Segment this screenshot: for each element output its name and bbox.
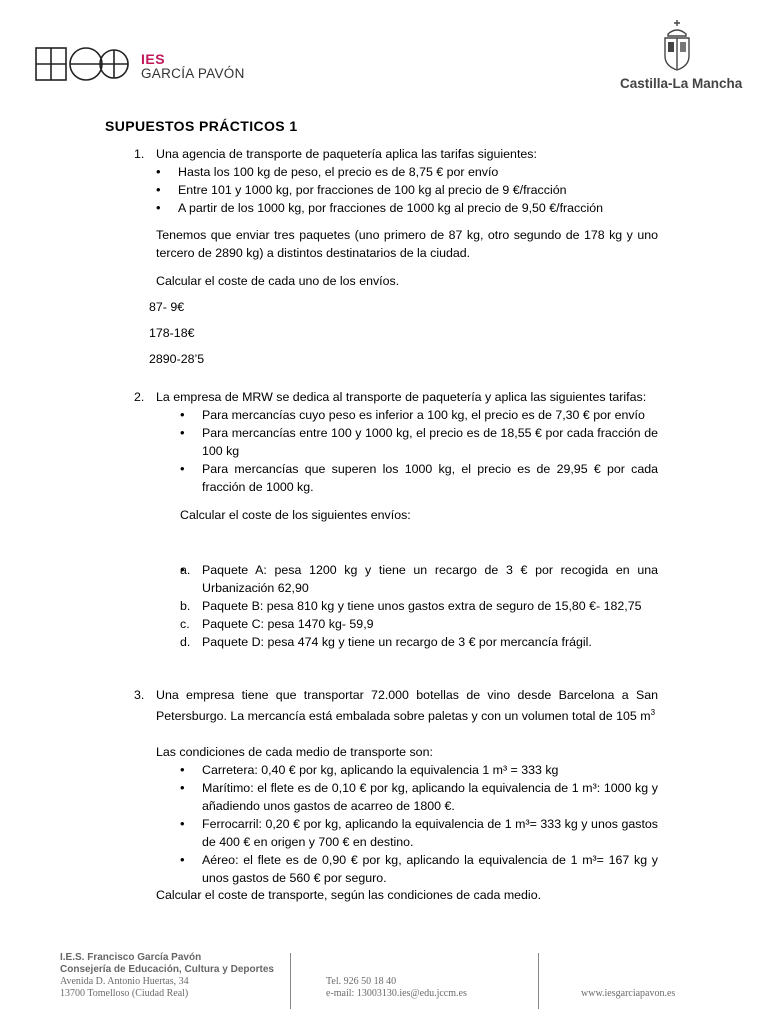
question-3-unit-sup: 3	[650, 708, 656, 717]
question-3	[134, 686, 658, 725]
answer-2: 178-18€	[149, 326, 195, 340]
question-3-unit: m	[640, 709, 651, 724]
footer-address1: Avenida D. Antonio Huertas, 34	[60, 976, 189, 987]
item-letter: b.	[180, 599, 191, 613]
bullet-item: • Aéreo: el flete es de 0,90 € por kg, aplicando la equivalencia de 1 m³= 167 kg y unos gastos de 560 € por seguro.	[202, 851, 658, 887]
bullet-item: • Marítimo: el flete es de 0,10 € por kg, aplicando la equivalencia de 1 m³: 1000 kg y añadiendo unos gastos de acarreo de 1800 €.	[202, 779, 658, 815]
school-name-line2: GARCÍA PAVÓN	[141, 66, 245, 81]
footer-school: I.E.S. Francisco García Pavón	[60, 952, 202, 963]
footer-contact	[326, 976, 467, 1000]
item-letter: c.	[180, 617, 190, 631]
question-1-intro: Una agencia de transporte de paquetería aplica las tarifas siguientes:	[156, 147, 537, 161]
question-3-bullets	[202, 761, 658, 887]
bullet-item: • Hasta los 100 kg de peso, el precio es de 8,75 € por envío	[178, 163, 658, 181]
question-1	[134, 145, 658, 163]
question-1-number: 1.	[134, 147, 145, 161]
footer-dept: Consejería de Educación, Cultura y Deportes	[60, 964, 274, 975]
question-2-items	[180, 561, 658, 651]
bullet-item: • Ferrocarril: 0,20 € por kg, aplicando la equivalencia de 1 m³= 333 kg y unos gastos de 400 € en origen y 700 € en destino.	[202, 815, 658, 851]
item-text: Paquete B: pesa 810 kg y tiene unos gastos extra de seguro de 15,80 €- 182,75	[202, 599, 642, 613]
question-1-calc: Calcular el coste de cada uno de los envíos.	[156, 274, 400, 288]
footer-divider	[290, 953, 291, 1009]
question-2-number: 2.	[134, 390, 145, 404]
footer-address2: 13700 Tomelloso (Ciudad Real)	[60, 988, 189, 999]
school-logo-mark-icon	[34, 44, 130, 84]
question-3-conditions: Las condiciones de cada medio de transporte son:	[156, 745, 433, 759]
question-2-intro: La empresa de MRW se dedica al transporte de paquetería y aplica las siguientes tarifas:	[156, 390, 647, 404]
footer-divider	[538, 953, 539, 1009]
region-name: Castilla-La Mancha	[620, 76, 743, 91]
question-1-bullets	[178, 163, 658, 217]
school-logo	[34, 44, 130, 84]
item-letter: • a.	[180, 563, 191, 577]
list-item	[180, 597, 658, 615]
answer-3: 2890-28’5	[149, 352, 205, 366]
question-2-calc: Calcular el coste de los siguientes envíos:	[180, 508, 411, 522]
question-2-bullets	[202, 406, 658, 496]
item-text: Paquete A: pesa 1200 kg y tiene un recargo de 3 € por recogida en una Urbanización 62,90	[202, 563, 658, 595]
question-3-intro: Una empresa tiene que transportar 72.000 botellas de vino desde Barcelona a San Petersburgo. La mercancía está embalada sobre paletas y con un volumen total de 105	[156, 688, 658, 724]
question-3-calc: Calcular el coste de transporte, según las condiciones de cada medio.	[156, 888, 542, 902]
bullet-item: • Entre 101 y 1000 kg, por fracciones de 100 kg al precio de 9 €/fracción	[178, 181, 658, 199]
bullet-item: • A partir de los 1000 kg, por fracciones de 1000 kg al precio de 9,50 €/fracción	[178, 199, 658, 217]
region-coat-of-arms-icon	[660, 18, 694, 72]
item-text: Paquete D: pesa 474 kg y tiene un recargo de 3 € por mercancía frágil.	[202, 635, 592, 649]
school-name-line1: IES	[141, 51, 166, 67]
item-text: Paquete C: pesa 1470 kg- 59,9	[202, 617, 374, 631]
footer-web-link[interactable]: www.iesgarciapavon.es	[581, 988, 676, 999]
list-item	[180, 615, 658, 633]
footer-email[interactable]: e-mail: 13003130.ies@edu.jccm.es	[326, 988, 467, 999]
bullet-item: • Para mercancías entre 100 y 1000 kg, el precio es de 18,55 € por cada fracción de 100 kg	[202, 424, 658, 460]
bullet-item: • Carretera: 0,40 € por kg, aplicando la equivalencia 1 m³ = 333 kg	[202, 761, 658, 779]
list-item	[180, 561, 658, 597]
question-2	[134, 388, 658, 406]
bullet-item: • Para mercancías cuyo peso es inferior a 100 kg, el precio es de 7,30 € por envío	[202, 406, 658, 424]
footer-school-info	[60, 952, 274, 1000]
question-1-paragraph: Tenemos que enviar tres paquetes (uno primero de 87 kg, otro segundo de 178 kg y uno tercero de 2890 kg) a distintos destinatarios de la ciudad.	[156, 228, 658, 260]
item-letter: d.	[180, 635, 191, 649]
answer-1: 87- 9€	[149, 300, 185, 314]
question-3-number: 3.	[134, 688, 145, 702]
list-item	[180, 633, 658, 651]
bullet-item: • Para mercancías que superen los 1000 kg, el precio es de 29,95 € por cada fracción de 1000 kg.	[202, 460, 658, 496]
page-title: SUPUESTOS PRÁCTICOS 1	[105, 118, 298, 134]
footer-tel: Tel. 926 50 18 40	[326, 976, 397, 987]
